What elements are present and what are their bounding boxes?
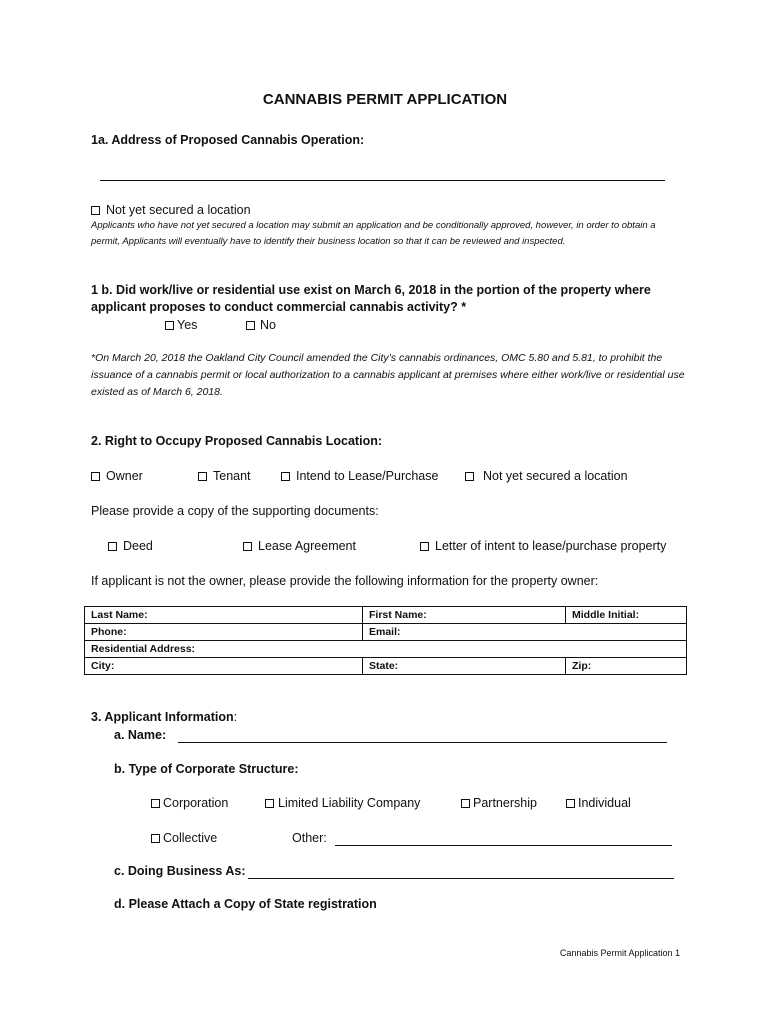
checkbox[interactable]	[420, 542, 429, 551]
corporate-structure-label: b. Type of Corporate Structure:	[114, 762, 299, 776]
name-input-line[interactable]	[178, 742, 667, 743]
first-name-cell[interactable]: First Name:	[363, 607, 566, 624]
residential-address-cell[interactable]: Residential Address:	[85, 641, 687, 658]
option-label: Tenant	[213, 469, 251, 483]
checkbox[interactable]	[165, 321, 174, 330]
structure-label: Individual	[578, 796, 631, 810]
doc-letter-of-intent[interactable]	[420, 539, 666, 553]
yes-label: Yes	[177, 318, 198, 332]
doc-lease-agreement[interactable]	[243, 539, 356, 553]
structure-llc[interactable]	[265, 796, 420, 810]
section-3-heading-colon: :	[233, 710, 238, 724]
option-label: Not yet secured a location	[483, 469, 628, 483]
structure-collective[interactable]	[151, 831, 217, 845]
checkbox[interactable]	[151, 834, 160, 843]
table-row	[85, 607, 687, 624]
checkbox[interactable]	[566, 799, 575, 808]
section-3-heading	[91, 710, 237, 724]
option-label: Intend to Lease/Purchase	[296, 469, 439, 483]
doc-label: Letter of intent to lease/purchase property	[435, 539, 667, 553]
structure-label: Partnership	[473, 796, 537, 810]
checkbox[interactable]	[265, 799, 274, 808]
no-option[interactable]	[246, 318, 276, 332]
other-label: Other:	[292, 831, 327, 845]
doc-deed[interactable]	[108, 539, 153, 553]
section-1b-question: 1 b. Did work/live or residential use exist on March 6, 2018 in the portion of the property where applicant proposes to conduct commercial cannabis activity? *	[91, 283, 651, 314]
dba-input-line[interactable]	[248, 878, 674, 879]
structure-individual[interactable]	[566, 796, 631, 810]
middle-initial-cell[interactable]: Middle Initial:	[566, 607, 687, 624]
no-label: No	[260, 318, 276, 332]
checkbox[interactable]	[151, 799, 160, 808]
state-registration-label: d. Please Attach a Copy of State registration	[114, 897, 377, 911]
dba-label: c. Doing Business As:	[114, 864, 246, 878]
owner-prompt: If applicant is not the owner, please provide the following information for the property owner:	[91, 574, 599, 588]
page-footer: Cannabis Permit Application 1	[559, 948, 680, 958]
option-intend-lease[interactable]	[281, 469, 438, 483]
checkbox[interactable]	[91, 472, 100, 481]
other-input-line[interactable]	[335, 845, 672, 846]
not-secured-checkbox-row[interactable]	[91, 203, 251, 217]
table-row	[85, 624, 687, 641]
structure-partnership[interactable]	[461, 796, 537, 810]
zip-cell[interactable]: Zip:	[566, 658, 687, 675]
doc-label: Deed	[123, 539, 153, 553]
option-not-secured[interactable]	[465, 469, 628, 483]
checkbox[interactable]	[465, 472, 474, 481]
yes-option[interactable]	[165, 318, 197, 332]
checkbox[interactable]	[91, 206, 100, 215]
checkbox[interactable]	[461, 799, 470, 808]
structure-label: Collective	[163, 831, 218, 845]
checkbox-label: Not yet secured a location	[106, 203, 251, 217]
option-owner[interactable]	[91, 469, 143, 483]
checkbox[interactable]	[281, 472, 290, 481]
table-row	[85, 641, 687, 658]
section-1b-note: *On March 20, 2018 the Oakland City Council amended the City’s cannabis ordinances, OMC 5.80 and 5.81, to prohibit the issuance of a cannabis permit or local authorization to a cannabis applicant at premises where either work/live or residential use existed as of March 6, 2018.	[91, 352, 685, 398]
docs-prompt: Please provide a copy of the supporting documents:	[91, 504, 379, 518]
phone-cell[interactable]: Phone:	[85, 624, 363, 641]
page-title: CANNABIS PERMIT APPLICATION	[262, 91, 508, 108]
doc-label: Lease Agreement	[258, 539, 356, 553]
section-1a-heading: 1a. Address of Proposed Cannabis Operation:	[91, 133, 365, 147]
section-2-heading: 2. Right to Occupy Proposed Cannabis Location:	[91, 434, 382, 448]
checkbox[interactable]	[246, 321, 255, 330]
structure-label: Limited Liability Company	[278, 796, 421, 810]
section-3-heading-text: 3. Applicant Information	[91, 710, 234, 724]
name-label: a. Name:	[114, 728, 167, 742]
option-tenant[interactable]	[198, 469, 251, 483]
checkbox[interactable]	[243, 542, 252, 551]
checkbox[interactable]	[108, 542, 117, 551]
structure-corporation[interactable]	[151, 796, 228, 810]
checkbox[interactable]	[198, 472, 207, 481]
last-name-cell[interactable]: Last Name:	[85, 607, 363, 624]
email-cell[interactable]: Email:	[363, 624, 687, 641]
state-cell[interactable]: State:	[363, 658, 566, 675]
city-cell[interactable]: City:	[85, 658, 363, 675]
table-row	[85, 658, 687, 675]
section-1a-note: Applicants who have not yet secured a location may submit an application and be conditionally approved, however, in order to obtain a permit, Applicants will eventually have to identify their business location so that it can be reviewed and inspected.	[91, 220, 656, 247]
option-label: Owner	[106, 469, 143, 483]
structure-label: Corporation	[163, 796, 229, 810]
property-owner-table	[84, 606, 687, 675]
address-input-line[interactable]	[100, 180, 665, 181]
